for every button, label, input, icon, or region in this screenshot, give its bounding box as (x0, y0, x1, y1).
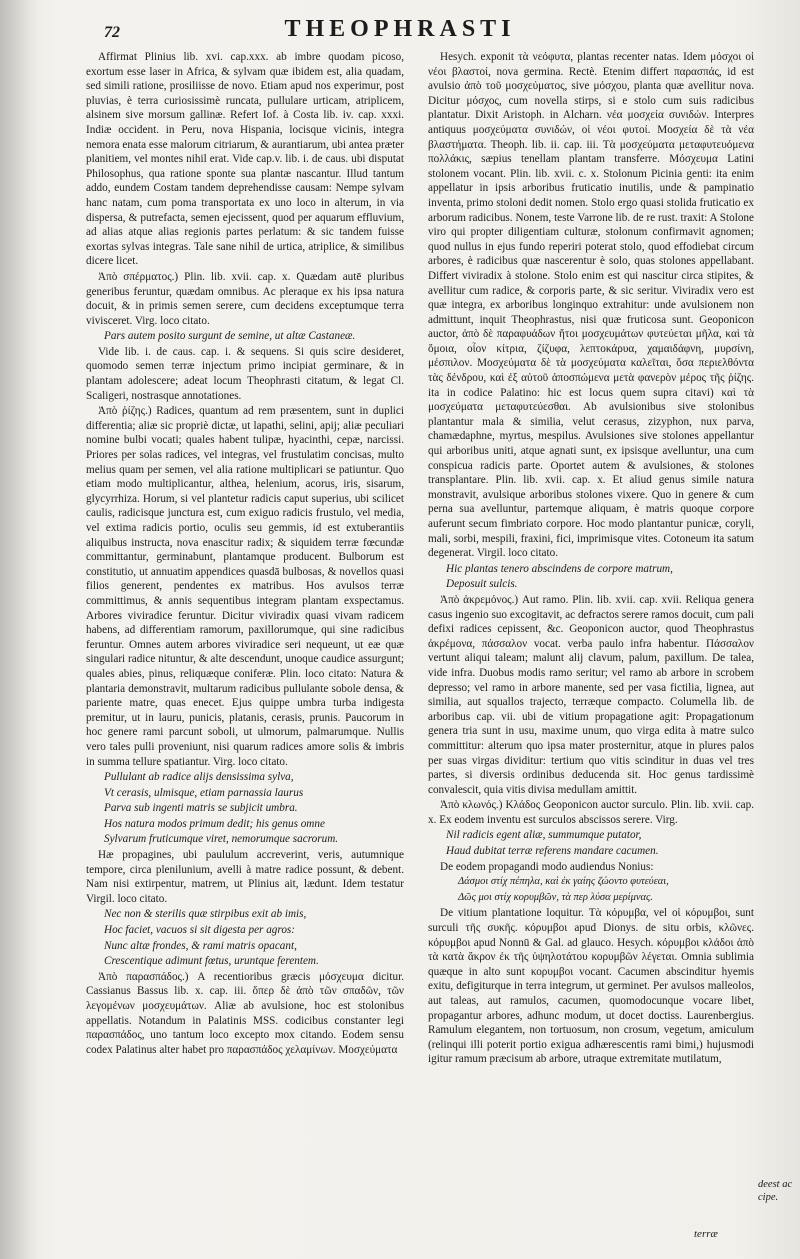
verse-line: Parva sub ingenti matris se subjicit umbra. (104, 802, 298, 815)
paragraph: Affirmat Plinius lib. xvi. cap.xxx. ab imbre quodam picoso, exortum esse laser in Africa, & sylvam quæ ibidem est, alia quadam, sed simili ratione, prosiliisse de novo. Etiam apud nos experimur, post pluvias, è terra curiosissimè runcata, pullulare urticam, atriplicem, alsinem sive morsum gallinæ. Refert Iof. à Costa lib. iv. cap. xxxi. Indiæ occident. in Peru, nova Hispania, locisque vicinis, integra nemora enata esse malorum citriarum, & aurantiarum, ubi antea præter planitiem, vel montes nihil erat. Vide cap.v. lib. i. de caus. ubi disputat Philosophus, qua ratione sponte sua plantæ nascantur. Illud tantum addo, eundem Costam tandem deprehendisse causam: Nempe sylvam hanc natam, cum poma transportata ex uno loco in alterum, in via dispersa, & putrefacta, semen ejecissent, quod per aquarum effluvium, ad alias atque alias regionis partes perlatum: & sic tandem fuisse exortas sylvas integras. Tale sane nihil de urtica, atriplice, & similibus dicere licet. (86, 51, 404, 268)
verse-line: Pullulant ab radice alijs densissima sylva, (104, 771, 294, 784)
paragraph: Vide lib. i. de caus. cap. i. & sequens. Si quis scire desideret, quomodo semen terræ injectum primo incipiat germinare, & in plantam adolescere; adeat locum Theophrasti citatum, & legat Cl. Scaligeri, nostrasque annotationes. (86, 345, 404, 402)
gutter-shadow (0, 0, 40, 1259)
verse-line: Deposuit sulcis. (446, 578, 518, 591)
verse-line: Sylvarum fruticumque viret, nemorumque sacrorum. (104, 833, 339, 846)
verse-line: Hic plantas tenero abscindens de corpore matrum, (446, 562, 673, 575)
verse-line: Nec non & sterilis quæ stirpibus exit ab imis, (104, 908, 307, 921)
page-header (0, 10, 800, 44)
verse-line: Pars autem posito surgunt de semine, ut altæ Castaneæ. (104, 330, 356, 343)
greek-verse-line: Δῶς μοι στίχ κορυμβῶν, τὰ περ λύσα μερίμνας. (458, 891, 653, 903)
verse-line: Hoc faciet, vacuos si sit digesta per agros: (104, 924, 295, 937)
running-title: THEOPHRASTI (284, 16, 516, 42)
verse-line: Haud dubitat terræ referens mandare cacumen. (446, 845, 659, 858)
greek-verse-line: Δάσμοι στίχ πέπηλα, καὶ ἐκ γαίης ζώοντο φυτεύεαι, (458, 876, 669, 888)
paragraph: De eodem propagandi modo audiendus Nonius: (440, 860, 654, 873)
paragraph: Ἀπὸ ἀκρεμόνος.) Aut ramo. Plin. lib. xvii. cap. xvii. Reliqua genera casus ingenio suo excogitavit, ac defractos serere ramos docuit, cum pali defixi radices cepissent, &c. Geoponicon auctor, quod Theophrastus ἀκρέμονα, πάσσαλον vocat. verba paulo infra habentur. Πάσσαλον vertunt aliqui taleam; malunt alij clavum, palum, paxillum. De talea, vide infra. Duobus modis ramo seritur; vel ramo ab arbore in scrobem depresso; vel ramo in arbore manente, sed per vasa fictilia, lignea, aut similia, aut squallos trajecto, terræque compacto. Columella lib. de arboribus cap. vii. ubi de vitium propagatione agit: Propagationum genera tria sunt in usu, maxime unum, quo virga edita à matre sulco committitur: alterum quo ipsa mater prosternitur, atque in plures palos per suas virgas dividitur: tertium quo vitis scinditur in duas vel tres partes, si diversis ordinibus deducenda sit. Hoc genus tardissimè convalescit, quia vitis divisa medullam amittit. (428, 593, 754, 796)
left-column (86, 50, 404, 1240)
paragraph: Hesych. exponit τὰ νεόφυτα, plantas recenter natas. Idem μόσχοι οἱ νέοι βλαστοί, nova germina. Rectè. Etenim differt παρασπάς, id est avulsio ἀπὸ τοῦ μοσχεύματος, sive μόσχου, planta quæ avellitur nova. Dicitur μόσχος, cum novella stirps, si e stolo cum suis radicibus plantatur. Dixit Aristoph. in Alcharn. νέα μοσχεία συνιδών. Interpres antiquus μοσχεύματα συνιδών, οἱ νέοι φυτοί. Μοσχεία δὲ τὰ νέα βλαστήματα. Theoph. lib. ii. cap. iii. Τὰ μοσχεύματα μεταφυτευόμενα πολλάκις, sæpius tenellam plantam transferre. Μόσχευμα Latini stolonem vocant. Plin. lib. xvii. c. x. Stolonum Picinia genti: ita enim appellatur in ipsis arboribus fruticatio inutilis, unde & pampinatio inventa, primo stoloni dedit nomen. Stolo ergo quasi stolida fruticatio ex arborum radicibus. Nonem, teste Varrone lib. de re rust. traxit: A Stolone viro qui propter diligentiam culturæ, stolonum confirmavit agnomen; quod nullus in ejus fundo reperiri poterat stolo, quod effodiebat circum arbores, è radicibus quæ nascerentur è solo, quas stolones appellabant. Differt viviradix à stolone. Stolo enim est qui nascitur circa stipites, & avellitur cum radice, & corporis parte, & sic seritur. Viviradix vero est quæ integra, ex arboribus longinquo extrahitur: unde avulsionem non admittunt, inquit Theophrastus, nisi quæ fruticosa sunt. Geoponicon auctor, ἀπὸ δὲ παραφυάδων ἤτοι μοσχευμάτων φυτεύεται μῆλα, καὶ τὰ ὅμοια, οἷον κίτρια, ζίζυφα, λεπτοκάρυα, χαμαιδάφνη, μυρσίνη, μέσπιλον. Μοσχεύματα δὲ τὰ μοσχεύματα καλεῖται, ὅσα περιελθόντα τὰς δένδρου, καὶ ἐξ αὐτοῦ ἀποσπώμενα μετὰ φανερὸν μέρος τῆς ῥίζης. ita in codice Palatino: hic est locus quem supra citavi) καὶ τὰ μοσχεύματα μεταφυτεύεσθαι. Ab avulsionibus sive stolonibus plantantur mala & similia, velut cerasus, zizyphon, nux parva, chamædaphne, myrtus, mespilus. Avulsiones sive stolones appellantur qui arboribus uniti, atque agnati sunt, ex ipsisque avelluntur, una cum conspicua radicis parte. Oportet autem & avulsiones, & stolones transplantare. Plin. lib. xvii. cap. x. Et aliud genus simile natura monstravit, avulsique arboribus stolones vixere. Quo in genere & cum perna sua avelluntur, partemque aliquam, è matris quoque corpore auferunt secum fimbriato corpore. Hoc modo plantantur punicæ, coryli, mali, sorbi, mespili, fraxini, fici, imprimisque vites. Cotoneum ita satum degenerat. Virgil. loco citato. (428, 51, 754, 560)
page-number: 72 (104, 24, 120, 41)
margin-note: deest ac cipe. (758, 1179, 793, 1203)
verse-line: Vt cerasis, ulmisque, etiam parnassia laurus (104, 786, 304, 799)
verse-line: Crescentique adimunt fœtus, uruntque ferentem. (104, 955, 319, 968)
catchword: terræ (694, 1228, 718, 1240)
verse-line: Nil radicis egent aliæ, summumque putator, (446, 829, 642, 842)
right-column (428, 50, 754, 1240)
paragraph: Ἀπὸ ῥίζης.) Radices, quantum ad rem præsentem, sunt in duplici differentia; aliæ sic propriè dictæ, ut lapathi, selini, apij; aliæ peculiari nomine bulbi vocati; quales habent tulipæ, hyacinthi, cepæ, narcissi. Priores per solas radices, vel integras, vel frustulatim concisas, multo melius quam per semen, vel alia ratione multiplicari se patiuntur. Quo etiam modo multiplicantur, althea, helenium, acorus, iris, sisarum, glycyrrhiza. Horum, si vel plantetur radicis caput superius, ubi scilicet caulis, radicisque junctura est, cum exiguo radicis frustulo, vel media, vel extima radicis portio, oculis seu gemmis, id est extuberantiis aliquibus instructa, nova enascitur radix; & siquidem terræ fœcundæ committantur, germinabunt, plantamque producent. Bulborum est constitutio, ut annuatim appendices quasdā bulbosas, & novellos quasi filios generent, pendentes ex matribus. Hos avulsos terræ committimus, & annis sequentibus integram plantam exspectamus. Arbores viviradice feruntur. Dicitur viviradix quasi vivam radicem habens, ad differentiam ramorum, paxillorumque, qui sine radicibus feruntur. Omnes autem arbores viviradice seri nequeunt, ut eæ quæ singulari radice nituntur, & alte descendunt, unoque caudice assurgunt; quales abies, pinus, reliquæque coniferæ. Plin. loco citato: Natura & plantaria demonstravit, multarum radicibus pullulante sobole densa, & pariente matre, quas enecet. Ejus quippe umbra turba indigesta premitur, ut in lauru, punicis, platanis, cerasis, prunis. Paucorum in hoc genere rami parcunt soboli, ut ulmorum, palmarumque. Nullis vero tales pulli proveniunt, nisi quarum radices amore solis & imbris in summa tellure spatiantur. Virg. loco citato. (86, 405, 404, 768)
paragraph: Hæ propagines, ubi paululum accreverint, veris, autumnique tempore, circa plenilunium, avelli à matre radice possunt, & debent. Nam nisi extirpentur, matrem, ut Plinius ait, lædunt. Idem testatur Virgil. loco citato. (86, 849, 404, 905)
verse-line: Nunc altæ frondes, & rami matris opacant, (104, 939, 297, 952)
paragraph: Ἀπὸ σπέρματος.) Plin. lib. xvii. cap. x. Quædam autē pluribus generibus feruntur, quædam omnibus. Ac pleraque ex his ipsa natura docuit, & in primis semen serere, cum decidens exceptumque terra vivisceret. Virg. loco citato. (86, 270, 404, 327)
paragraph: Ἀπὸ παρασπάδος.) A recentioribus græcis μόσχευμα dicitur. Cassianus Bassus lib. x. cap. iii. ὅπερ δὲ ἀπὸ τῶν σπαδῶν, τῶν λεγομένων μοσχευμάτων. Aliæ ab avulsione, hoc est stolonibus appellatis. Notandum in Palatinis MSS. codicibus constanter legi παρασπάδος, uno tantum loco excepto mox citando. Eodem sensu codex Palatinus alter habet pro παρασπάδος χελαμίνων. Μοσχεύματα (86, 970, 404, 1056)
paragraph: De vitium plantatione loquitur. Τὰ κόρυμβα, vel οἱ κόρυμβοι, sunt surculi τῆς συκῆς. κόρυμβοι apud Dionys. de situ orbis, κλῶνες. κόρυμβοι apud Nonnū & Gal. ad glauco. Hesych. κόρυμβοι κλάδοι ἀπὸ τὰ κατὰ ἄκρον ἐκ τῆς ὑψηλοτάτου κορυμβῶν λέγεται. Omnia sublimia quæque in alto sunt κορυμβοι vocant. Cacumen abscinditur hyemis exitu, defigiturque in terra integrum, ut germinet. Per avulsos malleolos, aut taleas, aut ramulos, cacumen, quomodocunque vocare libet, propagantur arbores, adhunc modum, ut docet doctiss. Laurenbergius. Ramulum elegantem, non tortuosum, non crosum, vegetum, amiculum (relinqui illi poterit portio exigua adhærescentis rami bimi,) hujusmodi igitur ramum præcisum ab arbore, utraque extremitate mutilatum, (428, 907, 754, 1066)
verse-line: Hos natura modos primum dedit; his genus omne (104, 817, 325, 830)
paragraph: Ἀπὸ κλωνός.) Κλάδος Geoponicon auctor surculo. Plin. lib. xvii. cap. x. Ex eodem inventu est surculos abscissos serere. Virg. (428, 799, 754, 826)
